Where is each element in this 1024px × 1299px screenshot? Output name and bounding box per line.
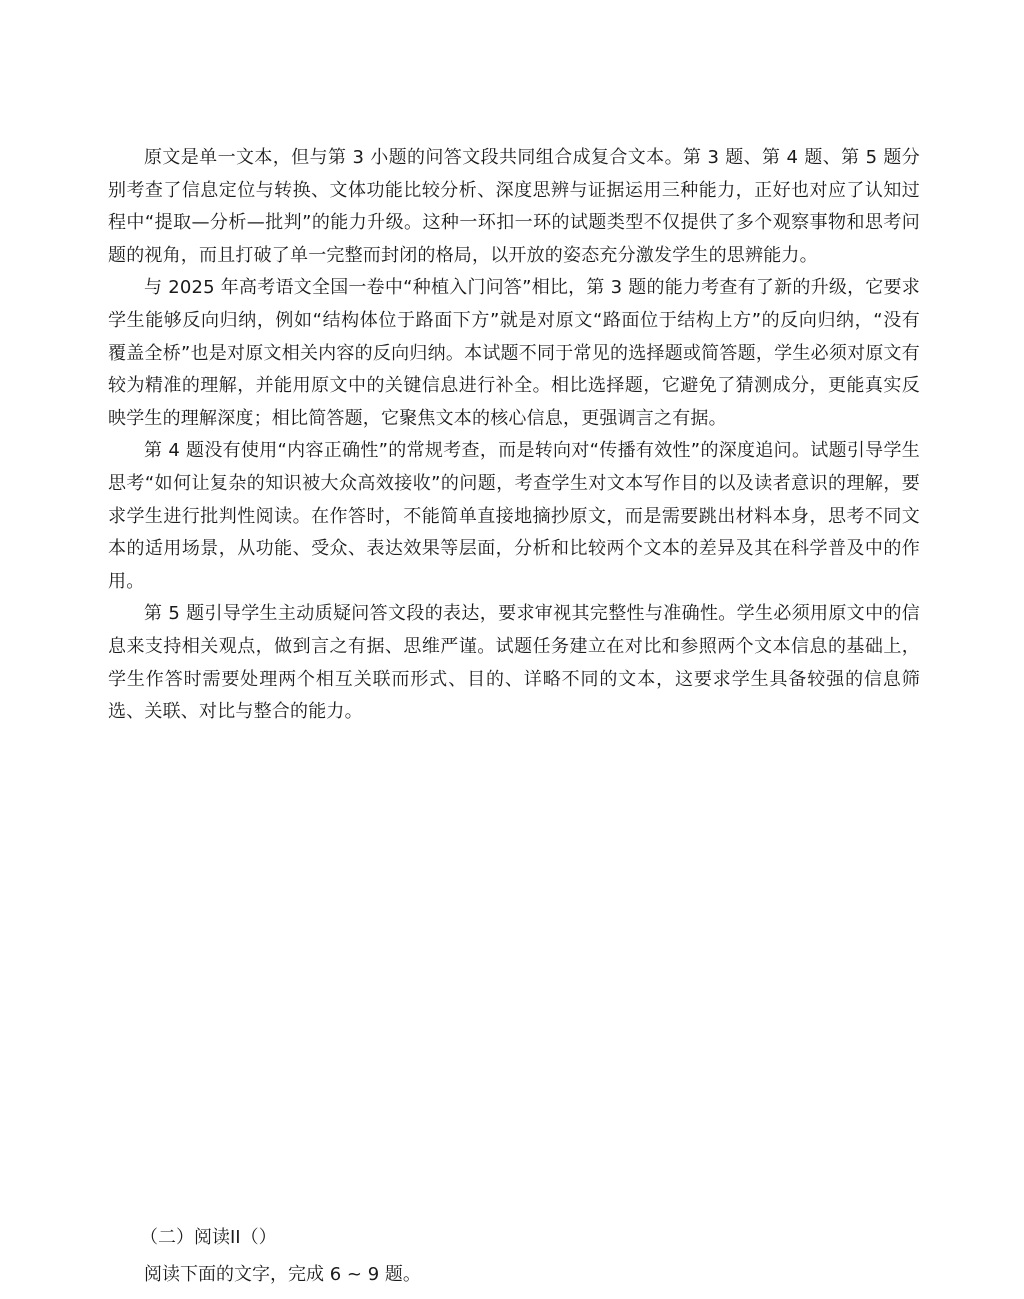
article-body: [108, 142, 920, 729]
section-heading: （二）阅读II（）: [140, 1227, 277, 1248]
paragraph-1: 原文是单一文本，但与第 3 小题的问答文段共同组合成复合文本。第 3 题、第 4 题、第 5 题分别考查了信息定位与转换、文体功能比较分析、深度思辨与证据运用三种能力，正好也对应了认知过程中“提取—分析—批判”的能力升级。这种一环扣一环的试题类型不仅提供了多个观察事物和思考问题的视角，而且打破了单一完整而封闭的格局，以开放的姿态充分激发学生的思辨能力。: [108, 147, 920, 266]
paragraph-2: 与 2025 年高考语文全国一卷中“种植入门问答”相比，第 3 题的能力考查有了新的升级，它要求学生能够反向归纳，例如“结构体位于路面下方”就是对原文“路面位于结构上方”的反向归纳，“没有覆盖全桥”也是对原文相关内容的反向归纳。本试题不同于常见的选择题或简答题，学生必须对原文有较为精准的理解，并能用原文中的关键信息进行补全。相比选择题，它避免了猜测成分，更能真实反映学生的理解深度；相比简答题，它聚焦文本的核心信息，更强调言之有据。: [108, 277, 920, 429]
paragraph-3: 第 4 题没有使用“内容正确性”的常规考查，而是转向对“传播有效性”的深度追问。试题引导学生思考“如何让复杂的知识被大众高效接收”的问题，考查学生对文本写作目的以及读者意识的理解，要求学生进行批判性阅读。在作答时，不能简单直接地摘抄原文，而是需要跳出材料本身，思考不同文本的适用场景，从功能、受众、表达效果等层面，分析和比较两个文本的差异及其在科学普及中的作用。: [108, 440, 920, 592]
paragraph-4: 第 5 题引导学生主动质疑问答文段的表达，要求审视其完整性与准确性。学生必须用原文中的信息来支持相关观点，做到言之有据、思维严谨。试题任务建立在对比和参照两个文本信息的基础上，学生作答时需要处理两个相互关联而形式、目的、详略不同的文本，这要求学生具备较强的信息筛选、关联、对比与整合的能力。: [108, 603, 920, 723]
section-instruction: 阅读下面的文字，完成 6 ~ 9 题。: [144, 1264, 421, 1285]
